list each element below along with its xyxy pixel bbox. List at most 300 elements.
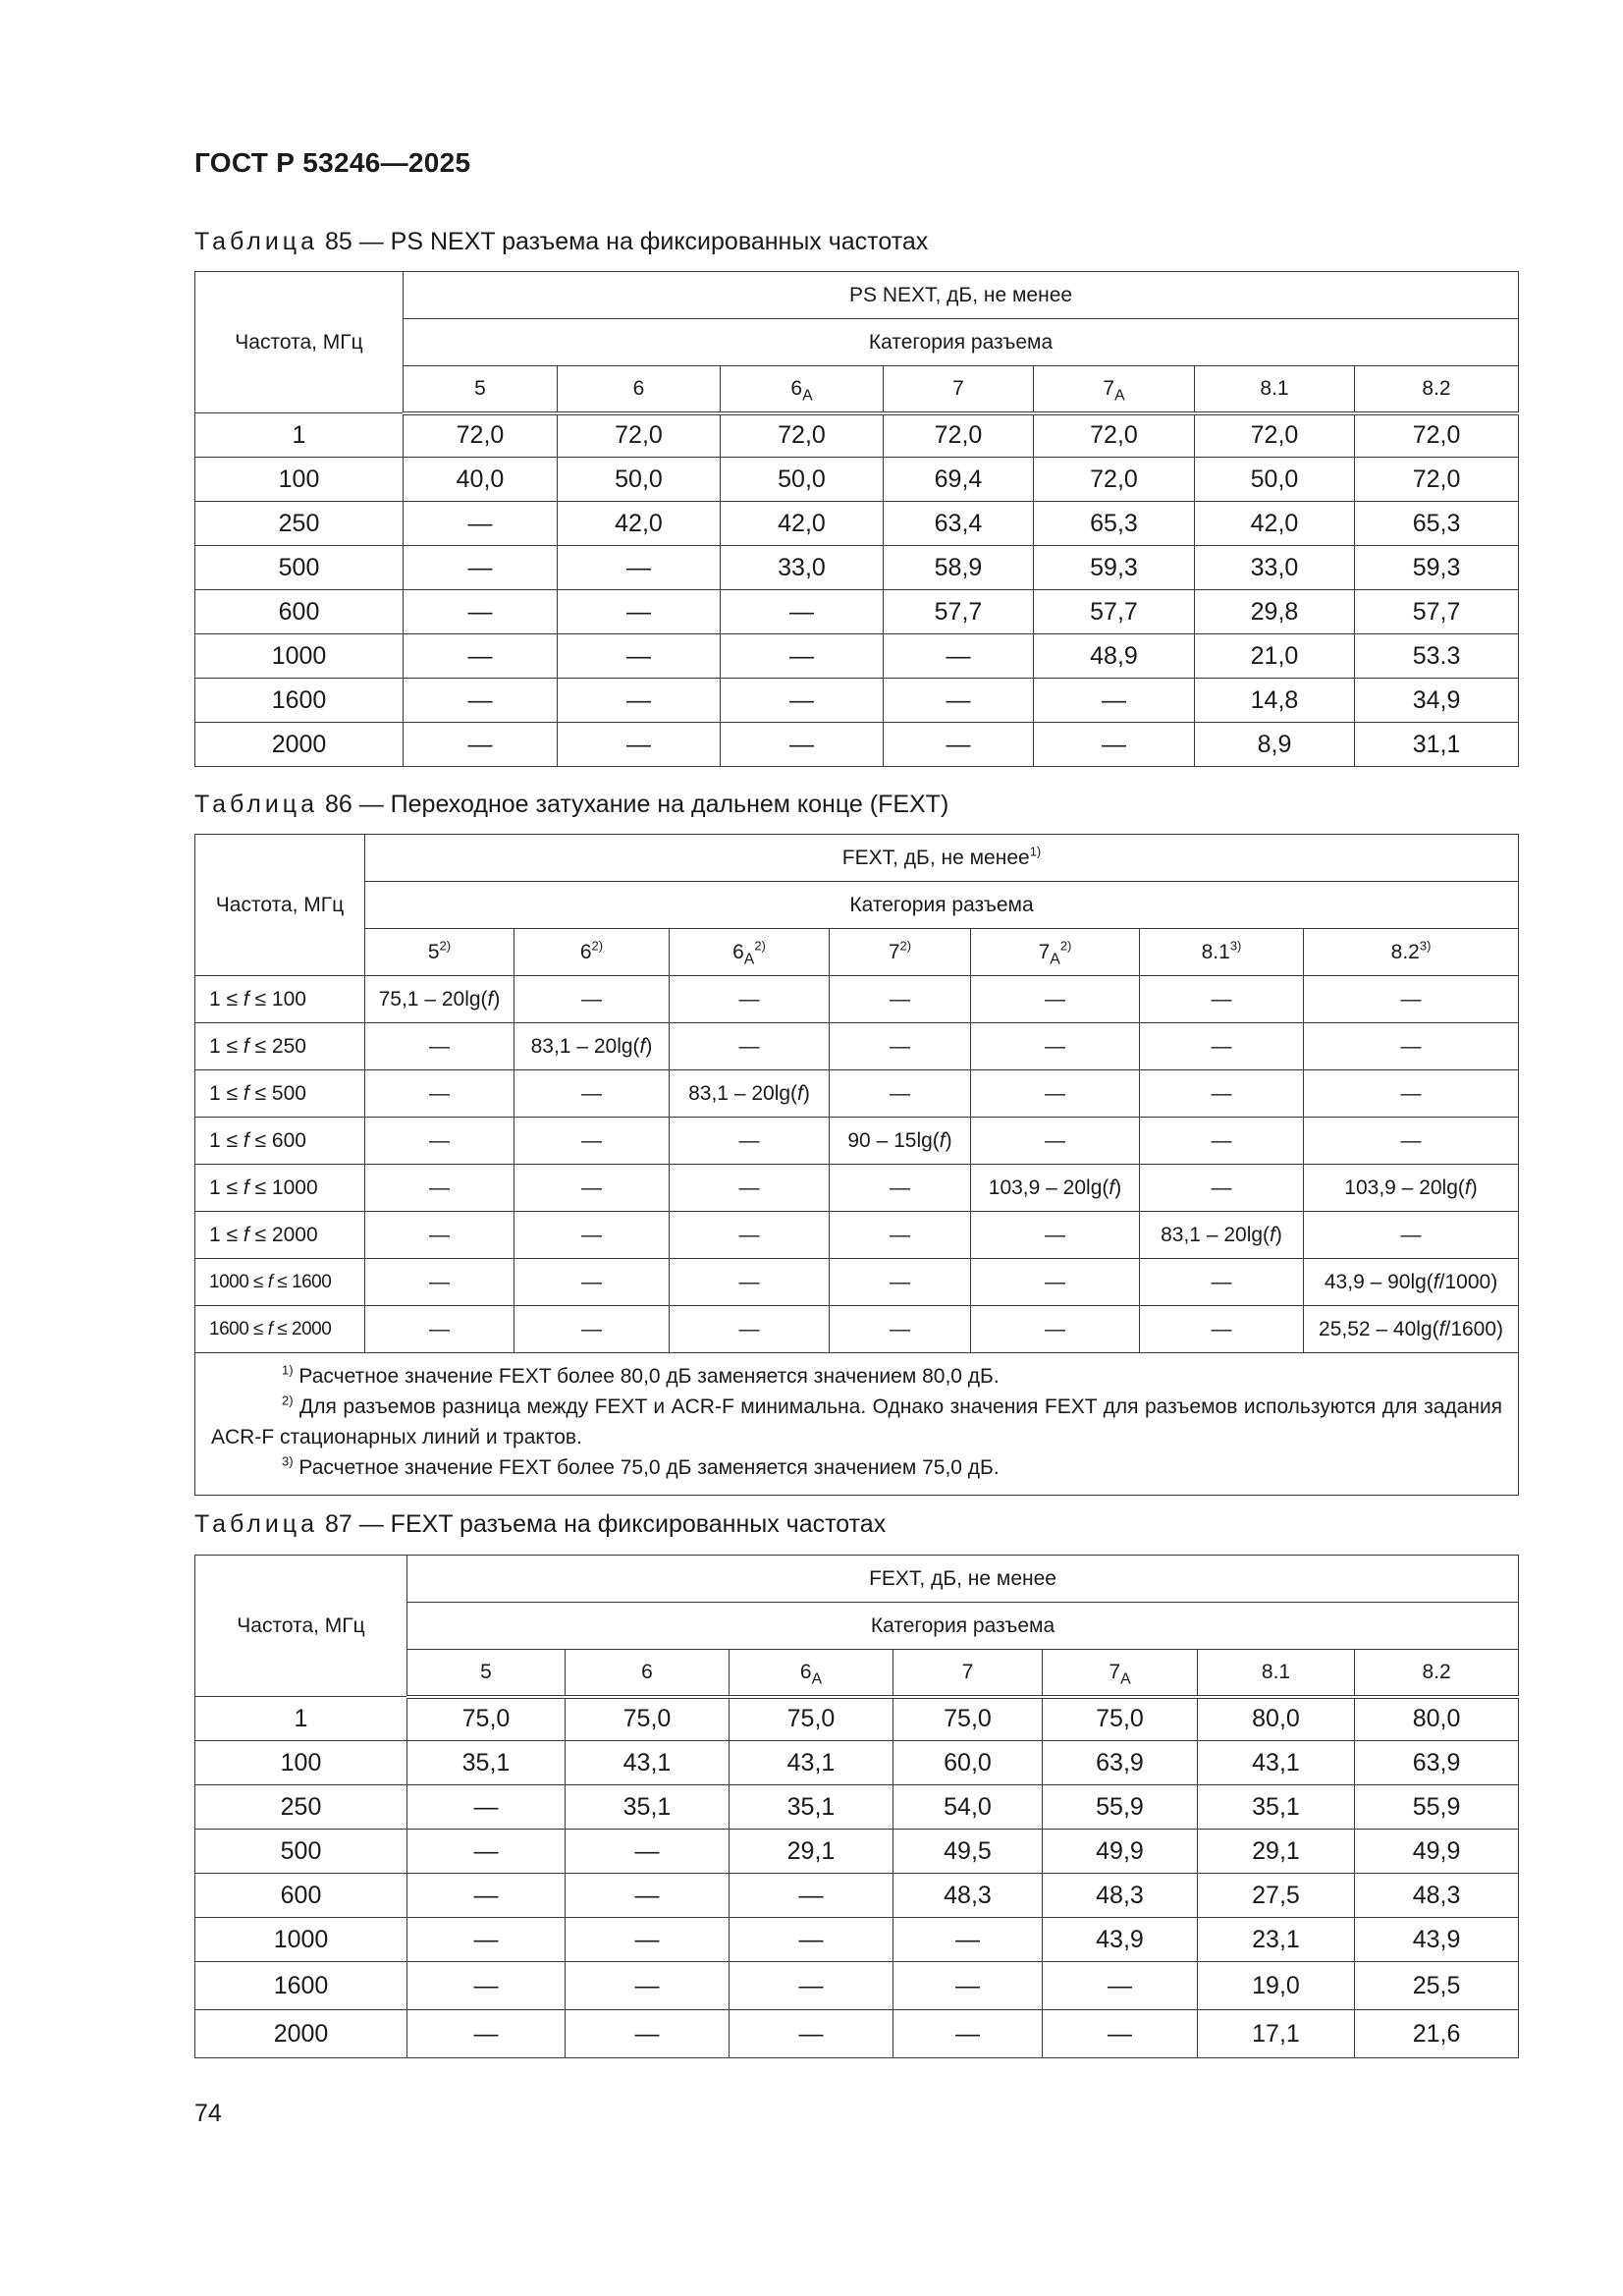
formula-text: ) (802, 1081, 810, 1105)
value-cell: — (365, 1165, 514, 1212)
table-row (195, 1306, 1519, 1353)
formula-text: 1 ≤ (209, 1034, 243, 1058)
value-cell: 19,0 (1198, 1962, 1355, 2010)
frequency-cell: 1 (195, 413, 404, 458)
formula-text: ≤ 600 (248, 1128, 306, 1152)
table-row (195, 1918, 1519, 1962)
value-cell: — (1034, 679, 1195, 723)
frequency-header: Частота, МГц (195, 835, 365, 976)
value-cell: — (893, 1918, 1043, 1962)
value-cell: 65,3 (1034, 502, 1195, 546)
category-cell (558, 366, 721, 413)
value-cell: — (1304, 976, 1519, 1023)
value-header (365, 835, 1519, 882)
value-cell: — (514, 1306, 670, 1353)
value-cell: — (971, 1070, 1140, 1118)
category-cell (830, 929, 971, 976)
category-subscript: A (1114, 387, 1125, 405)
value-cell: — (407, 1874, 566, 1918)
value-cell: — (1140, 1165, 1304, 1212)
category-cell (365, 929, 514, 976)
formula-text: ) (645, 1034, 653, 1058)
value-cell: — (566, 1962, 730, 2010)
formula-text: ≤ 2000 (248, 1223, 318, 1246)
frequency-cell (195, 1070, 365, 1118)
formula-text: ≤ 250 (248, 1034, 306, 1058)
formula-cell (1304, 1306, 1519, 1353)
value-cell: — (830, 1306, 971, 1353)
footnote-text: Для разъемов разница между FEXT и ACR-F минимальна. Однако значения FEXT для разъемов используются для задания ACR-F стационарных линий и трактов. (211, 1395, 1503, 1449)
table-86-caption (194, 791, 948, 819)
value-cell: 80,0 (1355, 1697, 1519, 1741)
category-cell (407, 1650, 566, 1697)
table-row (195, 1785, 1519, 1830)
value-cell: — (1304, 1070, 1519, 1118)
value-cell: 65,3 (1355, 502, 1519, 546)
value-cell: — (830, 1070, 971, 1118)
value-cell: 72,0 (884, 413, 1034, 458)
table-caption-prefix: Таблица (194, 791, 319, 818)
category-label: 7 (952, 376, 964, 400)
value-header: FEXT, дБ, не менее (407, 1556, 1519, 1603)
category-label: 7 (888, 940, 900, 963)
formula-text: ≤ 2000 (272, 1318, 332, 1339)
value-cell: — (1140, 976, 1304, 1023)
value-cell: — (721, 634, 884, 679)
table-86-body (195, 835, 1519, 1496)
category-cell (514, 929, 670, 976)
value-cell: 35,1 (730, 1785, 893, 1830)
frequency-cell (195, 1165, 365, 1212)
category-cell (1140, 929, 1304, 976)
value-cell: 35,1 (407, 1741, 566, 1785)
value-cell: — (721, 679, 884, 723)
table-row (195, 976, 1519, 1023)
category-cell (884, 366, 1034, 413)
category-cell (1355, 366, 1519, 413)
table-caption-text: 85 — PS NEXT разъема на фиксированных частотах (318, 228, 929, 255)
value-cell: — (514, 1165, 670, 1212)
value-cell: — (566, 1918, 730, 1962)
table-notes (195, 1353, 1519, 1496)
category-row (195, 929, 1519, 976)
value-cell: — (566, 1830, 730, 1874)
value-cell: 35,1 (566, 1785, 730, 1830)
value-cell: — (514, 1118, 670, 1165)
value-cell: 53.3 (1355, 634, 1519, 679)
frequency-cell: 1000 (195, 634, 404, 679)
value-cell: — (971, 1118, 1140, 1165)
value-cell: — (407, 1785, 566, 1830)
formula-text: 1 ≤ (209, 987, 243, 1011)
category-label: 8.2 (1422, 376, 1451, 400)
formula-text: ) (493, 987, 501, 1011)
formula-text: 1600 ≤ (209, 1318, 268, 1339)
value-cell: — (514, 976, 670, 1023)
value-cell: 43,1 (730, 1741, 893, 1785)
notes-row (195, 1353, 1519, 1496)
formula-text: 25,52 – 40lg( (1319, 1317, 1439, 1340)
frequency-header: Частота, МГц (195, 272, 404, 413)
formula-variable: f (243, 1034, 249, 1058)
value-cell: 23,1 (1198, 1918, 1355, 1962)
table-87-caption (194, 1510, 886, 1539)
value-cell: — (730, 1918, 893, 1962)
formula-text: /1600) (1444, 1317, 1504, 1340)
category-label: 7 (1109, 1660, 1121, 1683)
value-cell: 72,0 (1355, 413, 1519, 458)
formula-variable: f (267, 1271, 273, 1292)
value-cell: — (404, 634, 558, 679)
value-cell: — (365, 1306, 514, 1353)
value-cell: — (830, 976, 971, 1023)
value-cell: 31,1 (1355, 723, 1519, 767)
value-cell: — (558, 723, 721, 767)
category-label: 5 (427, 940, 440, 963)
value-cell: — (566, 2010, 730, 2058)
value-cell: 27,5 (1198, 1874, 1355, 1918)
value-cell: 49,9 (1355, 1830, 1519, 1874)
value-cell: 80,0 (1198, 1697, 1355, 1741)
footnote-marker: 1) (1029, 844, 1042, 859)
value-cell: 72,0 (1034, 413, 1195, 458)
value-cell: — (404, 679, 558, 723)
table-86 (194, 834, 1519, 1496)
value-cell: 43,9 (1355, 1918, 1519, 1962)
formula-variable: f (267, 1318, 273, 1339)
value-cell: 72,0 (404, 413, 558, 458)
value-cell: 55,9 (1043, 1785, 1198, 1830)
formula-cell (365, 976, 514, 1023)
value-cell: — (971, 1023, 1140, 1070)
formula-cell (1304, 1165, 1519, 1212)
category-label: 7 (1103, 376, 1115, 400)
value-cell: — (884, 679, 1034, 723)
value-cell: 35,1 (1198, 1785, 1355, 1830)
value-cell: — (514, 1212, 670, 1259)
formula-variable: f (243, 1128, 249, 1152)
value-cell: 49,9 (1043, 1830, 1198, 1874)
category-cell (1034, 366, 1195, 413)
frequency-cell (195, 976, 365, 1023)
value-cell: — (407, 1830, 566, 1874)
formula-text: ) (1470, 1175, 1478, 1199)
frequency-cell (195, 1023, 365, 1070)
category-label: 8.1 (1260, 376, 1289, 400)
table-row (195, 2010, 1519, 2058)
value-cell: — (670, 1259, 830, 1306)
category-subscript: A (1120, 1670, 1131, 1688)
value-cell: — (730, 1962, 893, 2010)
formula-text: ≤ 1000 (248, 1175, 318, 1199)
value-cell: — (365, 1118, 514, 1165)
value-cell: — (971, 1259, 1140, 1306)
formula-variable: f (487, 987, 494, 1011)
category-label: 6 (799, 1660, 812, 1683)
value-cell: 50,0 (721, 458, 884, 502)
value-cell: — (365, 1259, 514, 1306)
value-cell: 63,4 (884, 502, 1034, 546)
formula-text: ) (945, 1128, 952, 1152)
table-85-body (195, 272, 1519, 767)
footnote (211, 1392, 1502, 1452)
value-cell: — (884, 723, 1034, 767)
value-cell: 50,0 (558, 458, 721, 502)
value-cell: — (1140, 1070, 1304, 1118)
value-cell: 29,1 (730, 1830, 893, 1874)
category-cell (730, 1650, 893, 1697)
frequency-cell: 2000 (195, 2010, 407, 2058)
formula-text: 75,1 – 20lg( (378, 987, 488, 1011)
footnote-marker: 3) (1419, 938, 1432, 954)
table-87 (194, 1555, 1519, 2058)
footnote (211, 1361, 1502, 1392)
value-cell: — (1304, 1118, 1519, 1165)
value-cell: — (365, 1212, 514, 1259)
category-label: 8.1 (1261, 1660, 1291, 1683)
frequency-cell: 1600 (195, 1962, 407, 2010)
formula-variable: f (1433, 1270, 1439, 1293)
category-cell (721, 366, 884, 413)
value-cell: 57,7 (1355, 590, 1519, 634)
value-cell: — (670, 976, 830, 1023)
footnote-marker: 2) (899, 938, 912, 954)
formula-variable: f (639, 1034, 646, 1058)
value-cell: 17,1 (1198, 2010, 1355, 2058)
value-cell: 59,3 (1034, 546, 1195, 590)
footnote-marker: 2) (1059, 938, 1072, 954)
footnote-marker: 2) (754, 938, 766, 954)
value-cell: — (1140, 1306, 1304, 1353)
category-cell (1355, 1650, 1519, 1697)
table-row (195, 1830, 1519, 1874)
value-cell: 25,5 (1355, 1962, 1519, 2010)
value-cell: — (404, 590, 558, 634)
value-cell: — (1140, 1118, 1304, 1165)
category-label: 6 (579, 940, 592, 963)
category-cell (566, 1650, 730, 1697)
value-cell: 48,3 (1355, 1874, 1519, 1918)
table-87-body (195, 1556, 1519, 2058)
table-row (195, 1023, 1519, 1070)
value-cell: 48,3 (1043, 1874, 1198, 1918)
value-cell: 55,9 (1355, 1785, 1519, 1830)
category-header: Категория разъема (404, 319, 1519, 366)
value-cell: — (830, 1212, 971, 1259)
value-cell: 21,0 (1195, 634, 1355, 679)
value-cell: — (670, 1023, 830, 1070)
value-cell: — (404, 502, 558, 546)
value-cell: — (893, 1962, 1043, 2010)
value-cell: — (558, 679, 721, 723)
value-cell: — (566, 1874, 730, 1918)
footnote (211, 1452, 1502, 1483)
value-cell: — (1304, 1023, 1519, 1070)
value-cell: 42,0 (558, 502, 721, 546)
value-cell: 34,9 (1355, 679, 1519, 723)
value-cell: — (670, 1165, 830, 1212)
formula-variable: f (1464, 1175, 1471, 1199)
value-cell: 72,0 (1355, 458, 1519, 502)
formula-text: ≤ 500 (248, 1081, 306, 1105)
table-row (195, 590, 1519, 634)
formula-text: 43,9 – 90lg( (1324, 1270, 1434, 1293)
table-row (195, 1118, 1519, 1165)
value-cell: — (514, 1259, 670, 1306)
value-cell: 14,8 (1195, 679, 1355, 723)
frequency-cell: 1000 (195, 1918, 407, 1962)
formula-text: 1 ≤ (209, 1223, 243, 1246)
formula-variable: f (243, 987, 249, 1011)
frequency-cell: 500 (195, 1830, 407, 1874)
formula-text: ) (1114, 1175, 1122, 1199)
formula-variable: f (797, 1081, 803, 1105)
category-label: 8.1 (1201, 940, 1230, 963)
value-cell: — (971, 976, 1140, 1023)
value-cell: 29,1 (1198, 1830, 1355, 1874)
category-label: 8.2 (1390, 940, 1420, 963)
formula-variable: f (939, 1128, 946, 1152)
value-cell: — (830, 1259, 971, 1306)
value-cell: 48,3 (893, 1874, 1043, 1918)
category-label: 6 (732, 940, 744, 963)
value-cell: — (971, 1306, 1140, 1353)
value-cell: — (1140, 1259, 1304, 1306)
table-row (195, 679, 1519, 723)
value-cell: 43,1 (1198, 1741, 1355, 1785)
formula-text: 83,1 – 20lg( (688, 1081, 798, 1105)
formula-variable: f (1109, 1175, 1115, 1199)
frequency-cell: 1 (195, 1697, 407, 1741)
value-cell: — (407, 2010, 566, 2058)
formula-text: 1000 ≤ (209, 1271, 268, 1292)
formula-cell (971, 1165, 1140, 1212)
category-label: 5 (480, 1660, 492, 1683)
footnote-marker: 2) (591, 938, 604, 954)
frequency-cell (195, 1212, 365, 1259)
footnote-marker: 2) (282, 1393, 294, 1408)
value-cell: — (830, 1023, 971, 1070)
value-cell: — (971, 1212, 1140, 1259)
formula-text: 1 ≤ (209, 1081, 243, 1105)
value-cell: 21,6 (1355, 2010, 1519, 2058)
footnote-marker: 3) (1229, 938, 1242, 954)
table-85-caption (194, 228, 928, 256)
value-cell: 42,0 (1195, 502, 1355, 546)
value-header-text: FEXT, дБ, не менее (841, 846, 1030, 869)
category-cell (670, 929, 830, 976)
category-cell (1043, 1650, 1198, 1697)
table-row (195, 634, 1519, 679)
value-cell: 63,9 (1043, 1741, 1198, 1785)
value-cell: — (721, 590, 884, 634)
formula-cell (670, 1070, 830, 1118)
formula-text: ≤ 100 (248, 987, 306, 1011)
category-cell (1195, 366, 1355, 413)
category-label: 6 (632, 376, 645, 400)
frequency-cell (195, 1306, 365, 1353)
formula-cell (1140, 1212, 1304, 1259)
frequency-cell: 250 (195, 502, 404, 546)
table-caption-prefix: Таблица (194, 1510, 319, 1538)
value-cell: 75,0 (730, 1697, 893, 1741)
formula-text: 103,9 – 20lg( (1344, 1175, 1465, 1199)
footnote-marker: 2) (439, 938, 452, 954)
value-cell: 29,8 (1195, 590, 1355, 634)
footnote-text: Расчетное значение FEXT более 75,0 дБ заменяется значением 75,0 дБ. (293, 1456, 1000, 1479)
value-cell: — (365, 1023, 514, 1070)
frequency-cell (195, 1259, 365, 1306)
value-cell: — (365, 1070, 514, 1118)
formula-variable: f (243, 1223, 249, 1246)
category-cell (971, 929, 1140, 976)
table-row (195, 1874, 1519, 1918)
formula-text: 1 ≤ (209, 1128, 243, 1152)
category-label: 5 (474, 376, 486, 400)
table-row (195, 1697, 1519, 1741)
table-row (195, 1741, 1519, 1785)
value-cell: — (730, 1874, 893, 1918)
table-row (195, 1212, 1519, 1259)
formula-variable: f (243, 1081, 249, 1105)
table-row (195, 1962, 1519, 2010)
value-cell: 69,4 (884, 458, 1034, 502)
value-cell: — (1034, 723, 1195, 767)
category-cell (1304, 929, 1519, 976)
value-cell: 63,9 (1355, 1741, 1519, 1785)
value-cell: — (1043, 2010, 1198, 2058)
frequency-cell: 250 (195, 1785, 407, 1830)
value-cell: 75,0 (893, 1697, 1043, 1741)
frequency-header: Частота, МГц (195, 1556, 407, 1697)
formula-variable: f (243, 1175, 249, 1199)
category-cell (893, 1650, 1043, 1697)
category-header: Категория разъема (365, 882, 1519, 929)
value-cell: — (514, 1070, 670, 1118)
table-row (195, 1259, 1519, 1306)
formula-text: 90 – 15lg( (847, 1128, 940, 1152)
table-row (195, 502, 1519, 546)
value-cell: — (730, 2010, 893, 2058)
value-cell: — (830, 1165, 971, 1212)
formula-text: 1 ≤ (209, 1175, 243, 1199)
value-cell: — (670, 1212, 830, 1259)
footnote-marker: 3) (282, 1453, 294, 1469)
frequency-cell: 100 (195, 1741, 407, 1785)
value-cell: 48,9 (1034, 634, 1195, 679)
value-cell: 43,9 (1043, 1918, 1198, 1962)
value-header: PS NEXT, дБ, не менее (404, 272, 1519, 319)
value-cell: 75,0 (407, 1697, 566, 1741)
value-cell: — (404, 723, 558, 767)
frequency-cell: 2000 (195, 723, 404, 767)
value-cell: 58,9 (884, 546, 1034, 590)
value-cell: 40,0 (404, 458, 558, 502)
value-cell: 33,0 (1195, 546, 1355, 590)
category-subscript: A (802, 387, 813, 405)
category-label: 6 (790, 376, 803, 400)
category-subscript: A (1050, 951, 1060, 967)
frequency-cell: 100 (195, 458, 404, 502)
value-cell: 59,3 (1355, 546, 1519, 590)
value-cell: — (884, 634, 1034, 679)
value-cell: 57,7 (1034, 590, 1195, 634)
value-cell: — (404, 546, 558, 590)
category-label: 6 (641, 1660, 653, 1683)
formula-cell (1304, 1259, 1519, 1306)
table-row (195, 546, 1519, 590)
value-cell: 57,7 (884, 590, 1034, 634)
